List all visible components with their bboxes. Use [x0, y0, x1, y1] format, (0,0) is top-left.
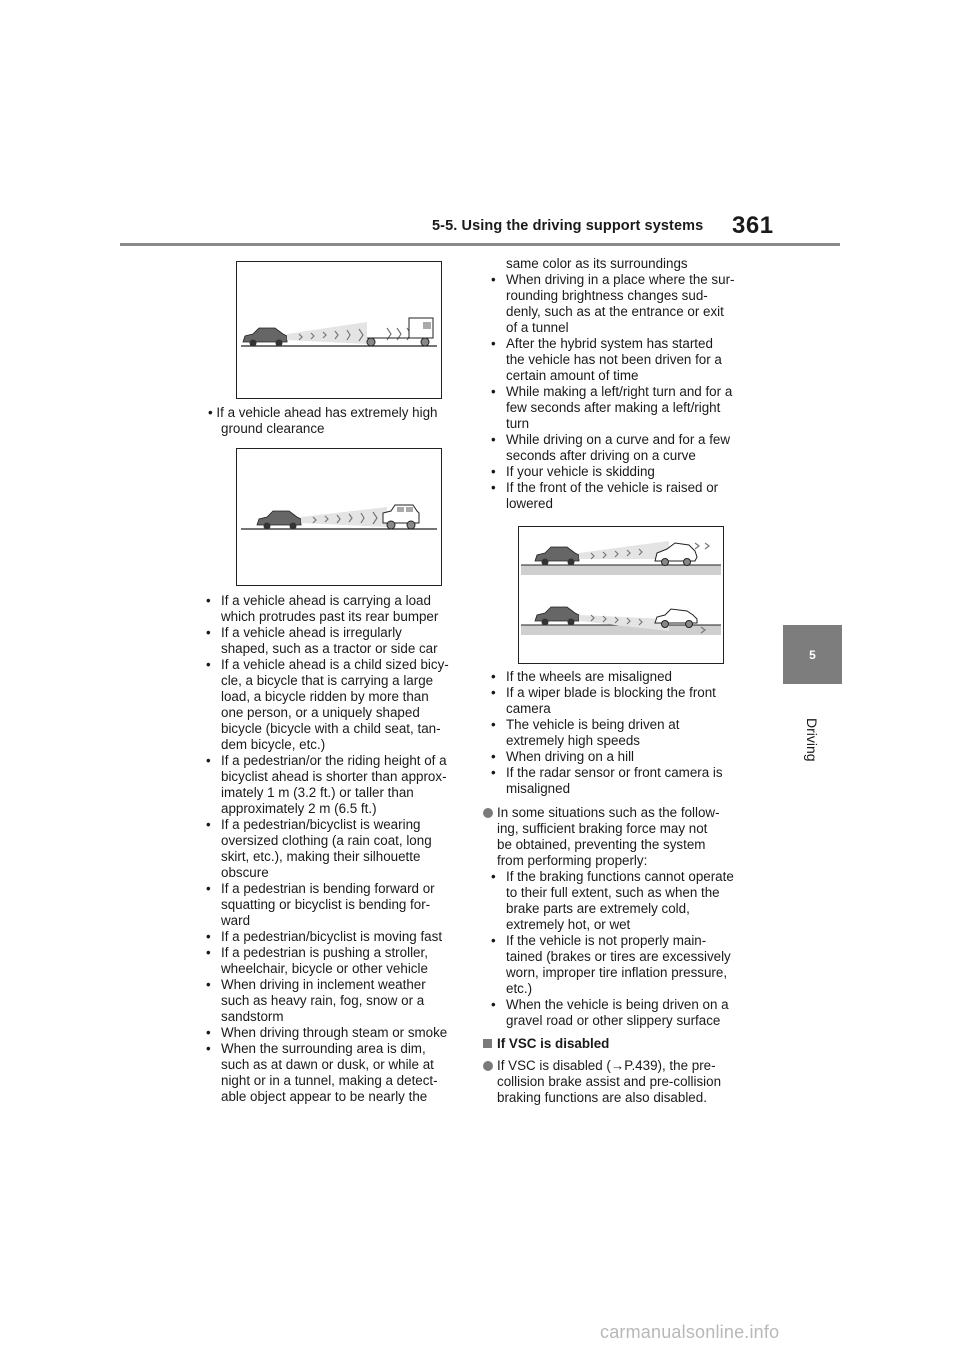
- page-number: 361: [732, 212, 774, 239]
- list-item: • When driving in a place where the sur- rounding brightness changes sud- denly, such as at the entrance or exit of a tunnel: [483, 272, 768, 336]
- list-item: • If the front of the vehicle is raised or lowered: [483, 480, 768, 512]
- braking-note: In some situations such as the follow- ing, sufficient braking force may not be obtained, preventing the system from performing properly:: [483, 805, 768, 869]
- watermark: carmanualsonline.info: [600, 1322, 780, 1342]
- list-item: • If a vehicle ahead is a child sized bicy- cle, a bicycle that is carrying a large load, a bicycle ridden by more than one person, or a uniquely shaped bicycle (bicycle with a child seat, tan- dem bicycle, etc.): [198, 657, 478, 753]
- figure-vehicle-raised-lowered: [518, 526, 724, 664]
- car-icon: [243, 328, 287, 347]
- list-item: • If your vehicle is skidding: [483, 464, 768, 480]
- list-item: • While driving on a curve and for a few seconds after driving on a curve: [483, 432, 768, 464]
- list-item: • When driving through steam or smoke: [198, 1025, 478, 1041]
- list-item: • While making a left/right turn and for a few seconds after making a left/right turn: [483, 384, 768, 432]
- suv-icon: [383, 505, 419, 529]
- list-item: • If the vehicle is not properly main- tained (brakes or tires are excessively worn, improper tire inflation pressure, etc.): [483, 933, 768, 997]
- list-item: • If a vehicle ahead is irregularly shaped, such as a tractor or side car: [198, 625, 478, 657]
- list-item: • When the vehicle is being driven on a gravel road or other slippery surface: [483, 997, 768, 1029]
- car-icon: [535, 607, 579, 626]
- list-item: • If a vehicle ahead is carrying a load which protrudes past its rear bumper: [198, 593, 478, 625]
- list-item: • The vehicle is being driven at extremely high speeds: [483, 717, 768, 749]
- list-item: • If a pedestrian/or the riding height of a bicyclist ahead is shorter than approx- imately 1 m (3.2 ft.) or taller than approximately 2 m (6.5 ft.): [198, 753, 478, 817]
- car-icon: [535, 547, 579, 566]
- car-icon: [257, 511, 301, 530]
- list-item: • After the hybrid system has started the vehicle has not been driven for a certain amount of time: [483, 336, 768, 384]
- list-item: • If the radar sensor or front camera is misaligned: [483, 765, 768, 797]
- chapter-number: 5: [809, 647, 816, 662]
- chapter-tab: [783, 625, 842, 684]
- list-item: • If a pedestrian/bicyclist is wearing oversized clothing (a rain coat, long skirt, etc.), making their silhouette obscure: [198, 817, 478, 881]
- list-item: • If a pedestrian/bicyclist is moving fast: [198, 929, 478, 945]
- vsc-note: If VSC is disabled (→P.439), the pre- collision brake assist and pre-collision braking functions are also disabled.: [483, 1058, 768, 1106]
- list-item: • When driving on a hill: [483, 749, 768, 765]
- section-title: 5-5. Using the driving support systems: [432, 218, 704, 234]
- left-column: [198, 405, 468, 437]
- list-item: • When driving in inclement weather such as heavy rain, fog, snow or a sandstorm: [198, 977, 478, 1025]
- list-item: • If a vehicle ahead has extremely high ground clearance: [208, 405, 438, 436]
- list-item: • If a pedestrian is bending forward or squatting or bicyclist is bending for- ward: [198, 881, 478, 929]
- square-bullet-icon: [483, 1039, 492, 1048]
- figure-high-clearance: [236, 261, 442, 399]
- circle-bullet-icon: [483, 1061, 493, 1071]
- load-protruding-illustration: [237, 449, 441, 585]
- header-divider: [120, 243, 840, 246]
- list-item: • If a pedestrian is pushing a stroller, wheelchair, bicycle or other vehicle: [198, 945, 478, 977]
- circle-bullet-icon: [483, 808, 493, 818]
- high-clearance-illustration: [237, 262, 441, 398]
- left-column-list: [198, 593, 478, 1105]
- list-item: • When the surrounding area is dim, such as at dawn or dusk, or while at night or in a tunnel, making a detect- able object appear to be nearly the: [198, 1041, 478, 1105]
- figure-load-protruding: [236, 448, 442, 586]
- raised-lowered-illustration: [519, 527, 723, 663]
- right-column-bottom: [483, 669, 768, 1106]
- list-item: • If a wiper blade is blocking the front camera: [483, 685, 768, 717]
- continuation-text: same color as its surroundings: [506, 256, 688, 271]
- list-item: • If the wheels are misaligned: [483, 669, 768, 685]
- list-item: • If the braking functions cannot operate to their full extent, such as when the brake parts are extremely cold, extremely hot, or wet: [483, 869, 768, 933]
- vsc-heading: If VSC is disabled: [483, 1036, 768, 1052]
- chapter-label: Driving: [804, 718, 820, 762]
- right-column-top: [483, 256, 768, 512]
